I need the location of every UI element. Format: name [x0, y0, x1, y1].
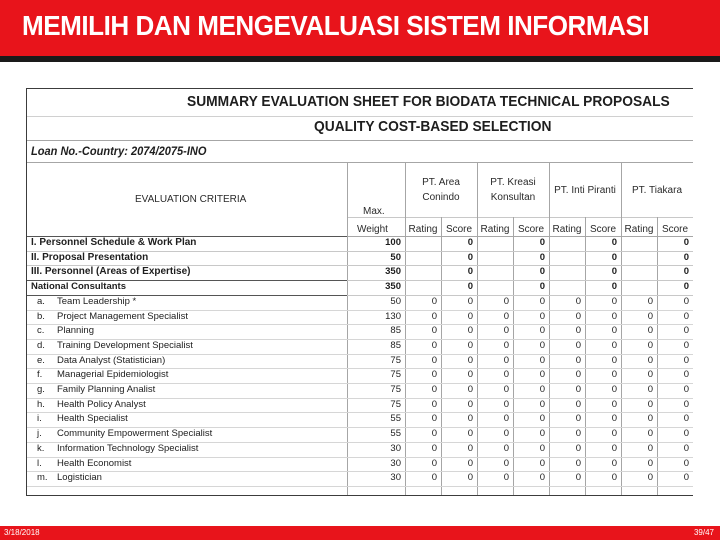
loan-info: Loan No.-Country: 2074/2075-INO — [31, 144, 207, 158]
sheet-subtitle: QUALITY COST-BASED SELECTION — [314, 118, 552, 135]
sub-row-letter: d. — [37, 339, 45, 351]
sub-row-value: 0 — [647, 325, 653, 337]
sub-row-value: 0 — [683, 457, 689, 469]
main-row-weight: 100 — [385, 237, 401, 248]
main-row-label: II. Proposal Presentation — [31, 251, 149, 263]
sub-row-value: 0 — [467, 384, 473, 395]
row-highlight — [27, 236, 347, 237]
sub-row-value: 0 — [683, 369, 689, 381]
main-row-score: 0 — [611, 281, 617, 293]
sub-row-letter: f. — [37, 369, 43, 381]
firm-3-rating-header: Rating — [552, 224, 582, 235]
sub-row-weight: 30 — [390, 457, 401, 469]
sub-row-value: 0 — [431, 354, 437, 366]
sub-row-value: 0 — [539, 442, 545, 454]
sub-row-value: 0 — [575, 413, 581, 425]
sub-row-weight: 75 — [390, 354, 401, 366]
sub-row-weight: 75 — [390, 384, 401, 395]
sub-row-value: 0 — [431, 384, 437, 395]
sub-row-value: 0 — [575, 428, 581, 440]
main-row-score: 0 — [467, 266, 473, 278]
sub-row-value: 0 — [683, 413, 689, 425]
slide-header — [0, 0, 720, 56]
sub-row-value: 0 — [431, 457, 437, 469]
sub-row-value: 0 — [683, 428, 689, 440]
sub-row-value: 0 — [575, 354, 581, 366]
sub-row-weight: 50 — [390, 295, 401, 307]
sub-row-value: 0 — [611, 457, 617, 469]
sub-row-value: 0 — [467, 339, 473, 351]
sub-row-value: 0 — [575, 325, 581, 337]
sub-row-value: 0 — [503, 369, 509, 381]
sub-row-letter: a. — [37, 295, 45, 307]
sub-row-value: 0 — [539, 472, 545, 484]
sub-row-label: Health Specialist — [57, 413, 128, 425]
sub-row-value: 0 — [431, 398, 437, 410]
sub-row-value: 0 — [467, 472, 473, 484]
weight-header: Weight — [357, 224, 388, 235]
main-row-score: 0 — [539, 251, 545, 263]
sub-row-value: 0 — [539, 384, 545, 395]
sub-row-value: 0 — [503, 295, 509, 307]
firm-1-name: PT. Area Conindo — [422, 177, 460, 203]
sub-row-value: 0 — [647, 310, 653, 322]
main-row-score: 0 — [683, 251, 689, 263]
sub-row-value: 0 — [611, 325, 617, 337]
sub-row-value: 0 — [611, 413, 617, 425]
main-row-score: 0 — [467, 281, 473, 293]
sub-row-value: 0 — [647, 457, 653, 469]
sub-row-label: Family Planning Analist — [57, 384, 156, 395]
sub-row-letter: j. — [37, 428, 42, 440]
sub-row-value: 0 — [503, 428, 509, 440]
sub-row-value: 0 — [503, 354, 509, 366]
sub-row-value: 0 — [503, 325, 509, 337]
sub-row-value: 0 — [647, 354, 653, 366]
sub-row-label: Community Empowerment Specialist — [57, 428, 213, 440]
sub-row-weight: 55 — [390, 428, 401, 440]
sub-row-value: 0 — [503, 310, 509, 322]
grid-line — [27, 140, 693, 141]
firm-1-rating-header: Rating — [408, 224, 438, 235]
sub-row-value: 0 — [611, 384, 617, 395]
sub-row-value: 0 — [575, 398, 581, 410]
main-row-score: 0 — [539, 266, 545, 278]
sub-row-value: 0 — [683, 442, 689, 454]
firm-2-rating-header: Rating — [480, 224, 510, 235]
header-divider — [0, 56, 720, 62]
sub-row-value: 0 — [431, 339, 437, 351]
firm-3-score-header: Score — [589, 224, 617, 235]
sub-row-value: 0 — [467, 325, 473, 337]
sub-row-value: 0 — [467, 398, 473, 410]
sub-row-value: 0 — [503, 398, 509, 410]
grid-line — [347, 217, 693, 218]
sub-row-value: 0 — [503, 472, 509, 484]
sub-row-value: 0 — [647, 472, 653, 484]
sub-row-value: 0 — [431, 472, 437, 484]
sub-row-weight: 30 — [390, 472, 401, 484]
sub-row-value: 0 — [467, 369, 473, 381]
firm-4-score-header: Score — [661, 224, 689, 235]
sub-row-value: 0 — [503, 413, 509, 425]
sub-row-weight: 75 — [390, 369, 401, 381]
row-line — [27, 486, 693, 487]
sub-row-value: 0 — [611, 428, 617, 440]
main-row-score: 0 — [683, 281, 689, 293]
sub-row-letter: i. — [37, 413, 42, 425]
sub-row-value: 0 — [431, 295, 437, 307]
sub-row-value: 0 — [539, 413, 545, 425]
sub-row-label: Data Analyst (Statistician) — [57, 354, 166, 366]
evaluation-sheet — [26, 88, 693, 496]
sub-row-value: 0 — [539, 398, 545, 410]
sub-row-value: 0 — [683, 310, 689, 322]
sub-row-value: 0 — [503, 442, 509, 454]
sub-row-value: 0 — [647, 398, 653, 410]
sub-row-value: 0 — [539, 457, 545, 469]
row-highlight — [27, 280, 347, 281]
firm-2-score-header: Score — [517, 224, 545, 235]
sub-row-value: 0 — [539, 428, 545, 440]
slide-title: MEMILIH DAN MENGEVALUASI SISTEM INFORMASI — [22, 10, 650, 41]
sub-row-label: Planning — [57, 325, 94, 337]
sub-row-value: 0 — [467, 354, 473, 366]
sheet-title: SUMMARY EVALUATION SHEET FOR BIODATA TECHNICAL PROPOSALS — [187, 93, 670, 110]
sub-row-value: 0 — [431, 428, 437, 440]
firm-4-name: PT. Tiakara — [631, 185, 683, 196]
footer-page-number: 39/47 — [693, 528, 714, 537]
sub-row-letter: b. — [37, 310, 45, 322]
sub-row-label: Project Management Specialist — [57, 310, 188, 322]
sub-row-value: 0 — [647, 428, 653, 440]
sub-row-value: 0 — [467, 295, 473, 307]
main-row-score: 0 — [683, 237, 689, 248]
criteria-header: EVALUATION CRITERIA — [135, 194, 247, 205]
sub-row-label: Health Policy Analyst — [57, 398, 146, 410]
main-row-score: 0 — [467, 237, 473, 248]
main-row-weight: 50 — [390, 251, 401, 263]
grid-line — [27, 116, 693, 117]
sub-row-value: 0 — [467, 442, 473, 454]
sub-row-label: Information Technology Specialist — [57, 442, 199, 454]
sub-row-value: 0 — [467, 413, 473, 425]
sub-row-letter: k. — [37, 442, 45, 454]
sub-row-value: 0 — [539, 354, 545, 366]
main-row-score: 0 — [611, 251, 617, 263]
sub-row-value: 0 — [611, 354, 617, 366]
sub-row-value: 0 — [539, 325, 545, 337]
sub-row-value: 0 — [431, 369, 437, 381]
sub-row-value: 0 — [611, 472, 617, 484]
main-row-label: I. Personnel Schedule & Work Plan — [31, 237, 197, 248]
sub-row-label: Logistician — [57, 472, 102, 484]
sub-row-value: 0 — [611, 442, 617, 454]
sub-row-value: 0 — [539, 310, 545, 322]
sub-row-value: 0 — [539, 295, 545, 307]
main-row-score: 0 — [467, 251, 473, 263]
firm-4-rating-header: Rating — [624, 224, 654, 235]
sub-row-value: 0 — [575, 295, 581, 307]
sub-row-value: 0 — [503, 339, 509, 351]
sub-row-value: 0 — [683, 354, 689, 366]
sub-row-weight: 75 — [390, 398, 401, 410]
sub-row-value: 0 — [503, 457, 509, 469]
sub-row-value: 0 — [575, 384, 581, 395]
sub-row-value: 0 — [467, 457, 473, 469]
sub-row-value: 0 — [539, 369, 545, 381]
firm-1-score-header: Score — [445, 224, 473, 235]
sub-row-value: 0 — [683, 325, 689, 337]
main-row-score: 0 — [539, 237, 545, 248]
sub-row-value: 0 — [683, 472, 689, 484]
sub-row-value: 0 — [575, 339, 581, 351]
sub-row-weight: 30 — [390, 442, 401, 454]
sub-row-value: 0 — [431, 310, 437, 322]
sub-row-value: 0 — [467, 428, 473, 440]
sub-row-value: 0 — [647, 413, 653, 425]
sub-row-value: 0 — [647, 339, 653, 351]
firm-2-name: PT. Kreasi Konsultan — [490, 177, 536, 203]
sub-row-value: 0 — [611, 398, 617, 410]
sub-row-label: Team Leadership * — [57, 295, 137, 307]
grid-line — [27, 162, 693, 163]
sub-row-value: 0 — [539, 339, 545, 351]
sub-row-value: 0 — [575, 310, 581, 322]
sub-row-value: 0 — [647, 384, 653, 395]
sub-row-value: 0 — [683, 295, 689, 307]
sub-row-label: Health Economist — [57, 457, 132, 469]
main-row-score: 0 — [539, 281, 545, 293]
sub-row-value: 0 — [503, 384, 509, 395]
sub-row-letter: m. — [37, 472, 48, 484]
sub-row-value: 0 — [611, 310, 617, 322]
sub-row-value: 0 — [467, 310, 473, 322]
sub-row-value: 0 — [431, 442, 437, 454]
sub-row-value: 0 — [431, 413, 437, 425]
max-header: Max. — [363, 206, 385, 217]
main-row-score: 0 — [611, 266, 617, 278]
sub-row-value: 0 — [575, 369, 581, 381]
sub-row-value: 0 — [611, 295, 617, 307]
sub-row-value: 0 — [575, 442, 581, 454]
sub-row-value: 0 — [575, 457, 581, 469]
main-row-label: III. Personnel (Areas of Expertise) — [31, 266, 191, 278]
sub-row-label: Training Development Specialist — [57, 339, 193, 351]
sub-row-value: 0 — [683, 339, 689, 351]
sub-row-value: 0 — [683, 384, 689, 395]
sub-row-value: 0 — [647, 442, 653, 454]
main-row-score: 0 — [683, 266, 689, 278]
main-row-weight: 350 — [385, 266, 401, 278]
sub-row-value: 0 — [647, 369, 653, 381]
sub-row-value: 0 — [611, 369, 617, 381]
sub-row-letter: c. — [37, 325, 45, 337]
sub-row-letter: l. — [37, 457, 42, 469]
sub-row-value: 0 — [611, 339, 617, 351]
sub-row-weight: 55 — [390, 413, 401, 425]
sub-row-letter: e. — [37, 354, 45, 366]
main-row-label: National Consultants — [31, 281, 127, 293]
sub-row-weight: 85 — [390, 339, 401, 351]
sub-row-value: 0 — [575, 472, 581, 484]
firm-3-name: PT. Inti Piranti — [554, 185, 616, 196]
main-row-weight: 350 — [385, 281, 401, 293]
sub-row-weight: 85 — [390, 325, 401, 337]
sub-row-letter: h. — [37, 398, 45, 410]
main-row-score: 0 — [611, 237, 617, 248]
slide-footer — [0, 526, 720, 540]
sub-row-weight: 130 — [385, 310, 401, 322]
sub-row-value: 0 — [431, 325, 437, 337]
sub-row-value: 0 — [683, 398, 689, 410]
sub-row-letter: g. — [37, 384, 45, 395]
sub-row-value: 0 — [647, 295, 653, 307]
footer-date: 3/18/2018 — [4, 528, 40, 537]
sub-row-label: Managerial Epidemiologist — [57, 369, 169, 381]
